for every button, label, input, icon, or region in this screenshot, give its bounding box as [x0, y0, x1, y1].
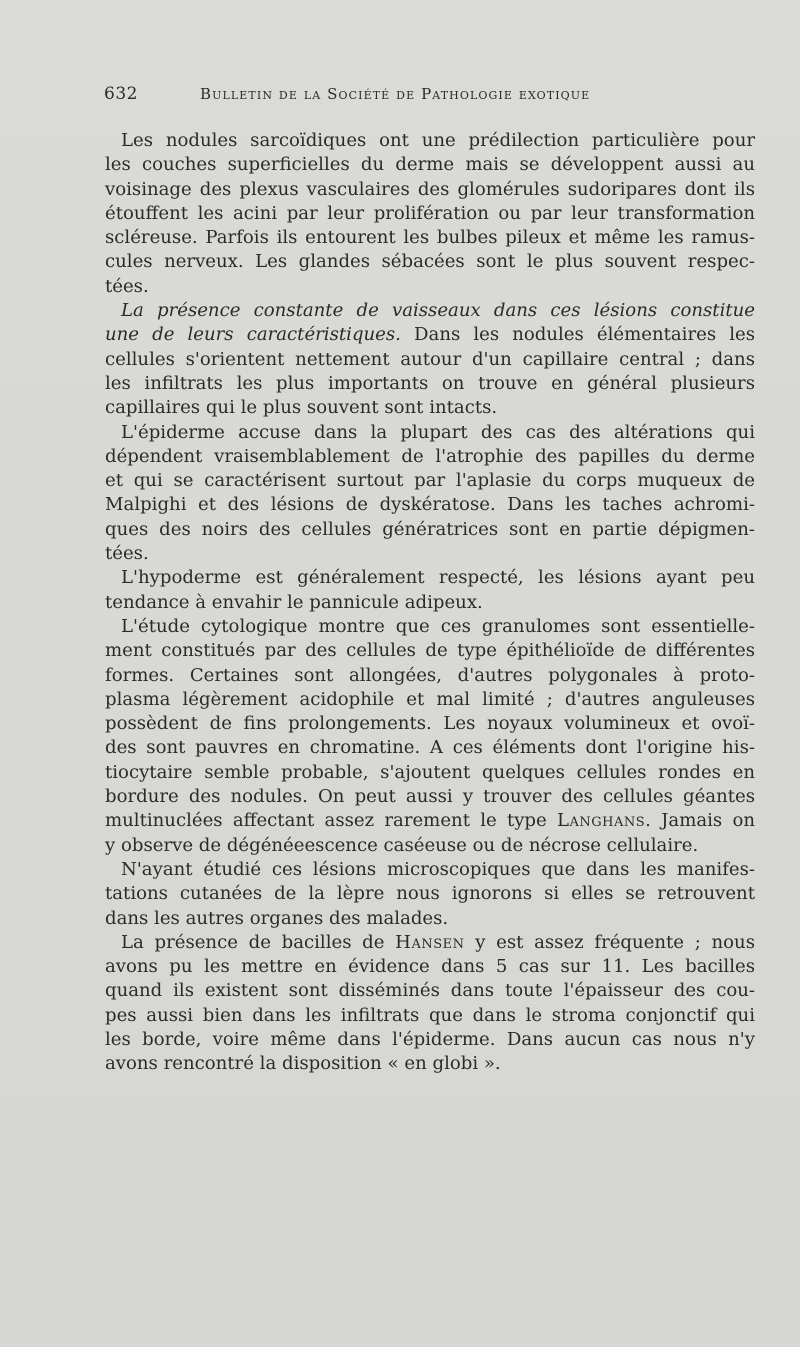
paragraph-1: [105, 129, 755, 299]
text-line: et qui se caractérisent surtout par l'aplasie du corps muqueux de: [105, 470, 755, 492]
paragraph-5: [105, 615, 755, 858]
text-line: tées.: [105, 275, 149, 297]
text-line: voisinage des plexus vasculaires des glomérules sudoripares dont ils: [105, 178, 755, 200]
paragraph-6: [105, 858, 755, 931]
paragraph-4: [105, 566, 755, 615]
text-run: multinuclées affectant assez rarement le type: [105, 810, 557, 832]
text-line: dépendent vraisemblablement de l'atrophie des papilles du derme: [105, 445, 755, 467]
text-line: les infiltrats les plus importants on trouve en général plusieurs: [105, 372, 755, 394]
text-line: bordure des nodules. On peut aussi y trouver des cellules géantes: [105, 786, 755, 808]
text-run: . Jamais on: [645, 810, 755, 832]
text-line: [105, 299, 755, 323]
paragraph-3: [105, 421, 755, 567]
text-line: L'épiderme accuse dans la plupart des cas des altérations qui: [121, 421, 755, 443]
text-run: La présence de bacilles de: [121, 931, 396, 953]
page-header: [104, 84, 664, 110]
text-line: tations cutanées de la lèpre nous ignorons si elles se retrouvent: [105, 883, 755, 905]
text-line: tendance à envahir le pannicule adipeux.: [105, 591, 483, 613]
text-line: L'étude cytologique montre que ces granulomes sont essentielle-: [121, 615, 755, 637]
text-line: Malpighi et des lésions de dyskératose. Dans les taches achromi-: [105, 494, 755, 516]
text-line: avons rencontré la disposition « en globi ».: [105, 1053, 501, 1075]
text-line: les couches superficielles du derme mais se développent aussi au: [105, 154, 755, 176]
italic-text: La présence constante de vaisseaux dans ces lésions constitue: [121, 300, 755, 322]
text-line: scléreuse. Parfois ils entourent les bulbes pileux et même les ramus-: [105, 227, 755, 249]
text-line: des sont pauvres en chromatine. A ces éléments dont l'origine his-: [105, 737, 755, 759]
text-run: Dans les nodules élémentaires les: [400, 324, 755, 346]
text-line: possèdent de fins prolongements. Les noyaux volumineux et ovoï-: [105, 713, 755, 735]
text-run: y est assez fréquente ; nous: [464, 931, 755, 953]
running-head: Bulletin de la Société de Pathologie exotique: [200, 85, 591, 103]
paragraph-7: [105, 931, 755, 1077]
author-name-langhans: Langhans: [556, 810, 646, 832]
text-line: avons pu les mettre en évidence dans 5 cas sur 11. Les bacilles: [105, 956, 755, 978]
author-name-hansen: Hansen: [395, 931, 465, 953]
text-line: y observe de dégénéeescence caséeuse ou de nécrose cellulaire.: [105, 834, 699, 856]
text-line: [105, 323, 755, 347]
text-line: dans les autres organes des malades.: [105, 907, 449, 929]
text-line: ment constitués par des cellules de type épithélioïde de différentes: [105, 640, 755, 662]
text-line: formes. Certaines sont allongées, d'autres polygonales à proto-: [105, 664, 755, 686]
body-text: [105, 129, 755, 1077]
text-line: étouffent les acini par leur prolifération ou par leur transformation: [105, 202, 755, 224]
italic-text: une de leurs caractéristiques.: [105, 324, 401, 346]
text-line: les borde, voire même dans l'épiderme. Dans aucun cas nous n'y: [105, 1028, 755, 1050]
text-line: tiocytaire semble probable, s'ajoutent quelques cellules rondes en: [105, 761, 755, 783]
text-line: [105, 931, 755, 955]
text-line: plasma légèrement acidophile et mal limité ; d'autres anguleuses: [105, 688, 755, 710]
page-number: 632: [104, 84, 138, 104]
text-line: Les nodules sarcoïdiques ont une prédilection particulière pour: [121, 130, 755, 151]
text-line: ques des noirs des cellules génératrices sont en partie dépigmen-: [105, 518, 755, 540]
paragraph-2: [105, 299, 755, 420]
text-line: cules nerveux. Les glandes sébacées sont le plus souvent respec-: [105, 251, 755, 273]
text-line: cellules s'orientent nettement autour d'un capillaire central ; dans: [105, 348, 755, 370]
text-line: capillaires qui le plus souvent sont intacts.: [105, 397, 498, 419]
text-line: tées.: [105, 543, 149, 565]
text-line: N'ayant étudié ces lésions microscopiques que dans les manifes-: [121, 858, 755, 880]
text-line: [105, 809, 755, 833]
text-line: pes aussi bien dans les infiltrats que dans le stroma conjonctif qui: [105, 1004, 755, 1026]
text-line: quand ils existent sont disséminés dans toute l'épaisseur des cou-: [105, 980, 755, 1002]
text-line: L'hypoderme est généralement respecté, les lésions ayant peu: [121, 567, 755, 589]
